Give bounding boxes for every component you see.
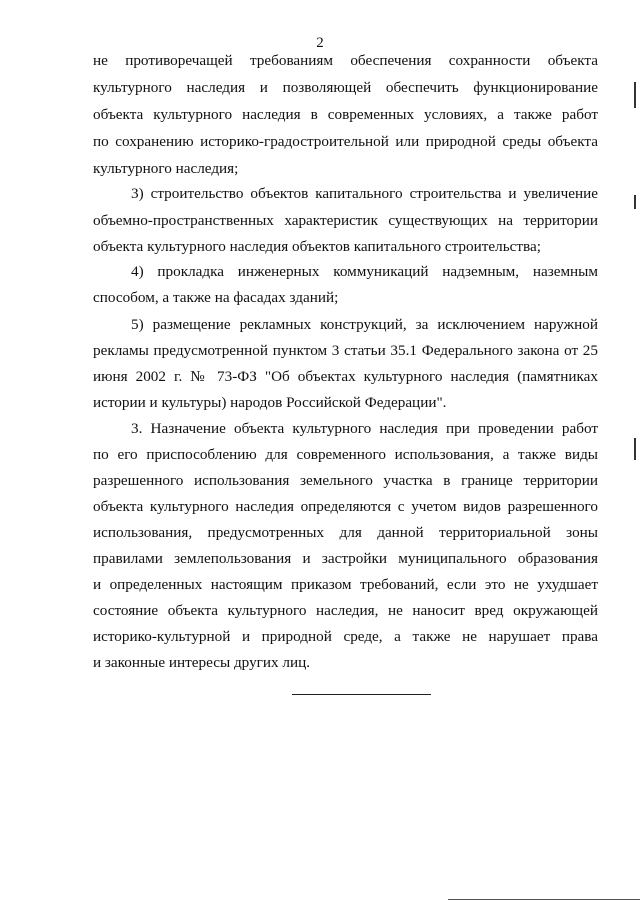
text-line: истории и культуры) народов Российской Федерации". xyxy=(93,394,447,411)
text-line: по его приспособлению для современного использования, а также виды xyxy=(93,446,598,463)
text-line: объекта культурного наследия объектов капитального строительства; xyxy=(93,238,541,255)
text-line: и законные интересы других лиц. xyxy=(93,654,311,671)
text-line: не противоречащей требованиям обеспечения сохранности объекта xyxy=(93,52,598,69)
page-number: 2 xyxy=(316,35,324,51)
text-line: культурного наследия; xyxy=(93,160,239,177)
text-line: объекта культурного наследия определяются с учетом видов разрешенного xyxy=(93,498,598,515)
text-line: 4) прокладка инженерных коммуникаций надземным, наземным xyxy=(131,263,598,280)
text-line: состояние объекта культурного наследия, не наносит вред окружающей xyxy=(93,602,598,619)
text-line: объекта культурного наследия в современных условиях, а также работ xyxy=(93,106,598,123)
text-line: 3. Назначение объекта культурного наследия при проведении работ xyxy=(131,420,598,437)
text-line: 3) строительство объектов капитального строительства и увеличение xyxy=(131,185,598,202)
text-line: историко-культурной и природной среде, а также не нарушает права xyxy=(93,628,598,645)
text-line: по сохранению историко-градостроительной или природной среды объекта xyxy=(93,133,598,150)
scan-edge-mark xyxy=(634,438,636,460)
text-line: и определенных настоящим приказом требований, если это не ухудшает xyxy=(93,576,598,593)
text-line: культурного наследия и позволяющей обеспечить функционирование xyxy=(93,79,598,96)
text-line: объемно-пространственных характеристик существующих на территории xyxy=(93,212,598,229)
text-line: использования, предусмотренных для данной территориальной зоны xyxy=(93,524,598,541)
scan-bottom-edge xyxy=(448,899,640,900)
scan-edge-mark xyxy=(634,195,636,209)
text-line: разрешенного использования земельного участка в границе территории xyxy=(93,472,598,489)
closing-rule xyxy=(292,694,431,695)
text-line: рекламы предусмотренной пунктом 3 статьи 35.1 Федерального закона от 25 xyxy=(93,342,598,359)
text-line: правилами землепользования и застройки муниципального образования xyxy=(93,550,598,567)
text-line: июня 2002 г. № 73-ФЗ "Об объектах культурного наследия (памятниках xyxy=(93,368,598,385)
scan-edge-mark xyxy=(634,82,636,108)
text-line: 5) размещение рекламных конструкций, за исключением наружной xyxy=(131,316,598,333)
text-line: способом, а также на фасадах зданий; xyxy=(93,289,339,306)
